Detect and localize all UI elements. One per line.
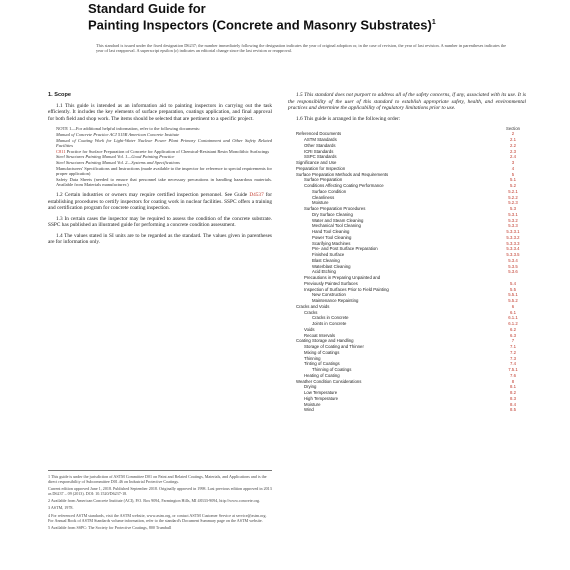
contents-row-section-link[interactable]: 8.4 xyxy=(510,401,516,407)
contents-row-section-link[interactable]: 6.1.1 xyxy=(508,315,518,321)
contents-row-section-link[interactable]: 8.1 xyxy=(510,384,516,390)
note-1-heading: NOTE 1—For additional helpful information, refer to the following documents: xyxy=(56,126,200,132)
contents-row-section-link[interactable]: 7.1 xyxy=(510,344,516,350)
note-1-item-f: Manufacturers' Specifications and Instructions (made available to the inspector for reference to special requirements for proper application) xyxy=(56,165,272,177)
contents-row-section-link[interactable]: 5.3.3.1 xyxy=(506,229,520,235)
designation-note: This standard is issued under the fixed designation D6237; the number immediately following the designation indicates the year of original adoption or, in the case of revision, the year of last revision. A number in parentheses indicates the year of last reapproval. A superscript epsilon (ε) indicates an editorial change since the last revision or reapproval. xyxy=(96,43,506,54)
contents-row-section-link[interactable]: 5.3.3 xyxy=(508,223,518,229)
contents-row-section-link[interactable]: 7 xyxy=(511,338,515,344)
title-footnote-mark: 1 xyxy=(431,19,436,26)
contents-row-section-link[interactable]: 5.3 xyxy=(510,206,516,212)
contents-row-label: Storage of Coating and Thinner xyxy=(304,344,364,350)
contents-row-label: ASTM Standards xyxy=(304,137,337,143)
footnote-5: 5 Available from SSPC: The Society for Protective Coatings, 800 Trumbull xyxy=(48,524,172,530)
paragraph-1-5: 1.5 This standard does not purport to address all of the safety concerns, if any, associated with its use. It is the responsibility of the user of this standard to establish appropriate safety, health, and environmental practices and determine the applicability of regulatory limitations prior to use. xyxy=(288,92,526,112)
contents-row-label: Cracks and Voids xyxy=(296,303,330,309)
contents-row-label: Dry Surface Cleaning xyxy=(312,211,353,217)
contents-row-section-link[interactable]: 2.3 xyxy=(510,148,516,154)
note-1-item-d: Steel Structures Painting Manual Vol. 1—Good Painting Practice xyxy=(56,154,175,160)
contents-row-section-link[interactable]: 2 xyxy=(511,131,515,137)
contents-row-label: Precautions in Preparing Unpainted and xyxy=(304,275,381,281)
contents-row-section-link[interactable]: 6.3 xyxy=(510,332,516,338)
contents-row-section-link[interactable]: 6.1 xyxy=(510,309,516,315)
footnote-1: 1 This guide is under the jurisdiction of ASTM Committee D01 on Paint and Related Coatings, Materials, and Applications and is the direct responsibility of Subcommittee D01.46 on Industrial Protective Coatings. xyxy=(48,474,267,485)
contents-row-label: Power Tool Cleaning xyxy=(312,234,352,240)
contents-row-section-link[interactable]: 7.4 xyxy=(510,361,516,367)
contents-row-section-link[interactable]: 5.3.2 xyxy=(508,217,518,223)
contents-row-label: Mixing of Coatings xyxy=(304,349,340,355)
contents-row-section-link[interactable]: 7.3 xyxy=(510,355,516,361)
contents-row-section-link[interactable]: 5.3.5 xyxy=(508,263,518,269)
contents-row-section-link[interactable]: 5.2 xyxy=(510,183,516,189)
contents-row-section-link[interactable]: 5.2.1 xyxy=(508,188,518,194)
contents-row-section-link[interactable]: 4 xyxy=(511,165,515,171)
contents-row-section-link[interactable]: 5.5 xyxy=(510,286,516,292)
paragraph-1-2 xyxy=(48,192,272,212)
contents-row-label: Surface Preparation Methods and Requirements xyxy=(296,171,389,177)
paragraph-1-2-text-b: for establishing procedures to certify inspectors for coating work in nuclear facilities. SSPC offers a training and certification program for concrete coating inspection. xyxy=(48,191,272,212)
contents-row-label: Significance and Use xyxy=(296,160,337,166)
contents-row xyxy=(288,407,526,413)
contents-list xyxy=(288,126,526,413)
contents-row-label: Surface Preparation Procedures xyxy=(304,206,366,212)
contents-row-section-link[interactable]: 8 xyxy=(511,378,515,384)
contents-row-label: Mechanical Tool Cleaning xyxy=(312,223,361,229)
footnote-3: 3 ASTM, 1978. xyxy=(48,505,74,511)
contents-row-label: Scarifying Machines xyxy=(312,240,351,246)
note-1-item-g: Safety Data Sheets (needed to ensure that personnel take necessary precautions in handling hazardous materials. Available from Materials manufacturer.) xyxy=(56,176,272,188)
paragraph-1-4: 1.4 The values stated in SI units are to be regarded as the standard. The values given in parentheses are for information only. xyxy=(48,232,272,246)
note-1-item-e: Steel Structures Painting Manual Vol. 2—Systems and Specifications xyxy=(56,159,180,165)
contents-row-section-link[interactable]: 5.3.3.4 xyxy=(506,246,520,252)
contents-row-label: Weather Condition Considerations xyxy=(296,378,362,384)
note-1 xyxy=(48,126,272,188)
contents-row-section-link[interactable]: 7.5.1 xyxy=(508,367,518,373)
reference-link-d4537[interactable]: D4537 xyxy=(249,191,264,198)
contents-row-label: Preparation for Inspection xyxy=(296,165,346,171)
paragraph-1-2-text-a: 1.2 Certain industries or owners may require certified inspection personnel. See Guide xyxy=(56,191,250,198)
contents-row-label: Heating of Coating xyxy=(304,372,340,378)
paragraph-1-1: 1.1 This guide is intended as an information aid to painting inspectors in carrying out the task efficiently. It includes the key elements of surface preparation, coatings application, and final approval for both field and shop work. The items should be selected that are pertinent to a specific project. xyxy=(48,102,272,122)
contents-row-label: Inspection of Surfaces Prior to Field Painting xyxy=(304,286,389,292)
footnotes xyxy=(48,470,272,532)
contents-row-section-link[interactable]: 5.4 xyxy=(510,280,516,286)
contents-row-section-link[interactable]: 5.3.3.2 xyxy=(506,234,520,240)
title-line-1: Standard Guide for xyxy=(88,1,206,16)
contents-row-section-link[interactable]: 8.5 xyxy=(510,407,516,413)
contents-row-section-link[interactable]: 6.2 xyxy=(510,326,516,332)
contents-row-section-link[interactable]: 5.5.1 xyxy=(508,292,518,298)
contents-row-label: Referenced Documents xyxy=(296,131,342,137)
contents-row-label: Cracks in Concrete xyxy=(312,315,349,321)
reference-link-c811[interactable]: C811 xyxy=(56,148,66,154)
paragraph-1-6: 1.6 This guide is arranged in the following order: xyxy=(296,115,401,122)
contents-row-label: New Construction xyxy=(312,292,346,298)
contents-row-section-link[interactable]: 5.5.2 xyxy=(508,298,518,304)
contents-row-label: Maintenance Repainting xyxy=(312,298,359,304)
contents-row-label: Wind xyxy=(304,407,314,413)
contents-row-section-link[interactable]: 5.3.4 xyxy=(508,257,518,263)
contents-row-section-link[interactable]: 8.3 xyxy=(510,395,516,401)
contents-row-section-link[interactable]: 3 xyxy=(511,160,515,166)
right-column xyxy=(288,92,526,413)
contents-row-section-link[interactable]: 7.6 xyxy=(510,372,516,378)
contents-row-label: Moisture xyxy=(312,200,329,206)
contents-row-label: Coating Storage and Handling xyxy=(296,338,354,344)
document-title xyxy=(88,2,488,32)
contents-row-label: Pre- and Post Surface Preparation xyxy=(312,246,378,252)
note-1-item-a: Manual of Concrete Practice ACI 515R American Concrete Institute xyxy=(56,131,180,137)
contents-row-label: Thinning of Coatings xyxy=(312,367,352,373)
contents-row-section-link[interactable]: 5 xyxy=(511,171,515,177)
contents-row-section-link[interactable]: 2.2 xyxy=(510,142,516,148)
contents-row-label: Voids xyxy=(304,326,315,332)
contents-row-label: Moisture xyxy=(304,401,321,407)
contents-row-label: Joints in Concrete xyxy=(312,321,347,327)
contents-row-section-link[interactable]: 5.2.3 xyxy=(508,200,518,206)
contents-row-label: Previously Painted Surfaces xyxy=(304,280,358,286)
contents-row-label: Recoat Intervals xyxy=(304,332,336,338)
contents-row-section-link[interactable]: 5.1 xyxy=(510,177,516,183)
contents-row-label: Drying xyxy=(304,384,317,390)
contents-row-label: Finished Surface xyxy=(312,252,345,258)
contents-row-label: Acid Etching xyxy=(312,269,336,275)
contents-row-label: Surface Condition xyxy=(312,188,347,194)
contents-row-label: Waterblast Cleaning xyxy=(312,263,351,269)
contents-row-label: Tinting of Coatings xyxy=(304,361,340,367)
contents-row-label: Conditions Affecting Coating Performance xyxy=(304,183,384,189)
contents-row-section-link[interactable]: 5.2.2 xyxy=(508,194,518,200)
contents-row-section-link[interactable]: 5.3.3.5 xyxy=(506,252,520,258)
contents-row-label: Low Temperature xyxy=(304,390,338,396)
contents-row-section-link[interactable]: 6 xyxy=(511,303,515,309)
contents-row-label: Other Standards xyxy=(304,142,336,148)
contents-row-section-link[interactable]: 7.2 xyxy=(510,349,516,355)
contents-row-label: High Temperature xyxy=(304,395,339,401)
contents-row-label: Thinning xyxy=(304,355,321,361)
contents-row-section-link[interactable]: 8.2 xyxy=(510,390,516,396)
title-line-2-text: Painting Inspectors (Concrete and Masonry Substrates) xyxy=(88,17,432,33)
paragraph-1-3: 1.3 In certain cases the inspector may be required to assess the condition of the concrete substrate. SSPC has published an illustrated guide for performing a concrete condition assessment. xyxy=(48,215,272,229)
contents-row-label: Cracks xyxy=(304,309,318,315)
contents-row-section-link[interactable]: 2.4 xyxy=(510,154,516,160)
note-1-item-b: Manual of Coating Work for Light-Water Nuclear Power Plant Primary Containment and Other Safety Related Facilities xyxy=(56,137,272,149)
contents-row-label: Blast Cleaning xyxy=(312,257,340,263)
footnote-edition: Current edition approved June 1, 2018. Published September 2018. Originally approved in 1998. Last previous edition approved in 2013 as D6237 – 09 (2013). DOI: 10.1520/D6237-18. xyxy=(48,486,272,497)
contents-row-section-link[interactable]: 5.3.3.3 xyxy=(506,240,520,246)
contents-row-section-link[interactable]: 5.3.6 xyxy=(508,269,518,275)
contents-row-label: SSPC Standards xyxy=(304,154,337,160)
contents-row-label: Cleanliness xyxy=(312,194,335,200)
footnote-2: 2 Available from American Concrete Institute (ACI), P.O. Box 9094, Farmington Hills, MI 48333-9094, http://www.concrete.org. xyxy=(48,498,261,504)
contents-column-header: Section xyxy=(506,126,520,132)
contents-row-label: Surface Preparation xyxy=(304,177,343,183)
scope-heading: 1. Scope xyxy=(48,92,72,98)
contents-row-section-link[interactable]: 6.1.2 xyxy=(508,321,518,327)
contents-row-label: ICRI Standards xyxy=(304,148,334,154)
left-column xyxy=(48,92,272,250)
contents-row-label: Hand Tool Cleaning xyxy=(312,229,350,235)
title-line-2 xyxy=(88,16,488,32)
note-1-item-c-text: Practice for Surface Preparation of Concrete for Application of Chemical-Resistant Resin Monolithic Surfacings xyxy=(65,148,270,154)
contents-row-label: Water and Steam Cleaning xyxy=(312,217,364,223)
footnote-4: 4 For referenced ASTM standards, visit the ASTM website, www.astm.org, or contact ASTM Customer Service at service@astm.org. For Annual Book of ASTM Standards volume information, refer to the standard's Document Summary page on the ASTM website. xyxy=(48,512,267,523)
contents-row-section-link[interactable]: 5.3.1 xyxy=(508,211,518,217)
contents-row-section-link[interactable]: 2.1 xyxy=(510,137,516,143)
